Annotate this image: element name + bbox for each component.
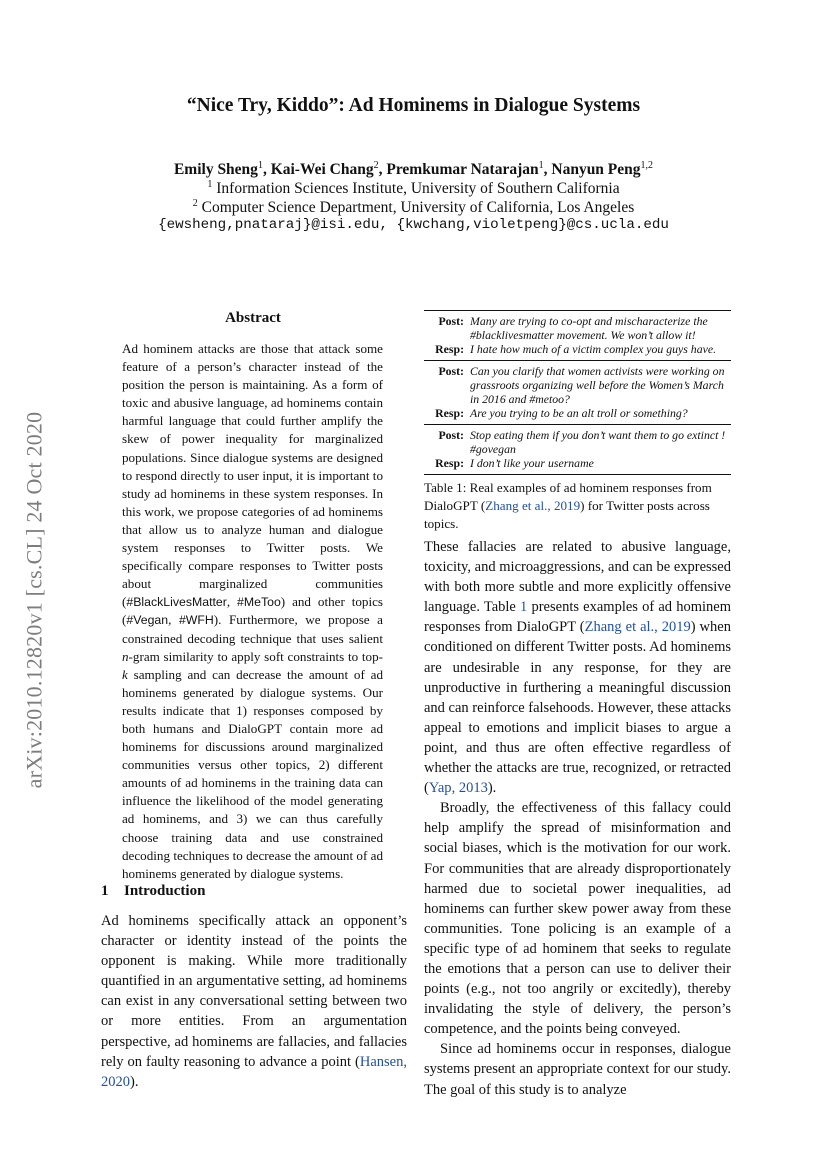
- hashtag: #BlackLivesMatter: [126, 595, 227, 610]
- affiliation-2: [0, 198, 827, 217]
- author-name: Kai-Wei Chang: [270, 161, 374, 179]
- separator: ,: [451, 780, 459, 797]
- author-affiliation-mark: 1: [257, 160, 263, 171]
- post-text: Can you clarify that women activists were working on grassroots organizing well before the Women’s March in 2016 and #metoo?: [470, 364, 725, 406]
- table-caption: [424, 479, 731, 533]
- paragraph: Broadly, the effectiveness of this fallacy could help amplify the spread of misinformation and social biases, which is the motivation for our work. For communities that are already disproportionately harmed due to societal power inequalities, ad hominems can further skew power away from these communities. Tone policing is an example of a specific type of ad hominem that seeks to regulate the emotions that a person can use to deliver their points (e.g., not too angrily or excitedly), thereby invalidating the style of delivery, the person’s competence, and the points being conveyed.: [424, 800, 731, 1038]
- arxiv-stamp: [21, 340, 47, 860]
- citation-year: 2013: [458, 780, 488, 797]
- paragraph: Since ad hominems occur in responses, dialogue systems present an appropriate context for our study. The goal of this study is to analyze: [424, 1041, 731, 1098]
- author-name: Nanyun Peng: [551, 161, 641, 179]
- table-reference-link[interactable]: 1: [520, 599, 528, 616]
- hashtag: #WFH: [178, 613, 214, 628]
- caption-text: ) for Twitter posts across topics.: [424, 498, 710, 532]
- citation-year: 2019: [661, 619, 691, 636]
- citation-link[interactable]: [429, 780, 488, 796]
- separator: ,: [403, 1053, 407, 1070]
- post-label: Post:: [438, 428, 464, 442]
- author-name: Premkumar Natarajan: [386, 161, 539, 179]
- math-variable: n: [122, 648, 129, 664]
- post-label: Post:: [438, 314, 464, 328]
- response-label: Resp:: [435, 406, 464, 420]
- paper-title: “Nice Try, Kiddo”: Ad Hominems in Dialogue Systems: [186, 95, 641, 116]
- table-row: [424, 361, 731, 420]
- paragraph-text: ).: [487, 780, 497, 797]
- separator: ,: [547, 498, 554, 514]
- author-affiliation-mark: 1,2: [640, 160, 654, 171]
- separator: ,: [226, 594, 238, 610]
- math-variable: k: [122, 666, 128, 682]
- abstract-text: Ad hominem attacks are those that attack some feature of a person’s character instead of the position the person is maintaining. As a form of toxic and abusive language, ad hominems contain harmful language that could further amplify the skew of power inequality for marginalized populations. Since dialogue systems are designed to respond directly to user input, it is important to study ad hominems in these system responses. In this work, we propose categories of ad hominems that allow us to analyze human and dialogue system responses to Twitter posts. We specifically compare responses to Twitter posts about marginalized communities (: [122, 341, 383, 610]
- citation-year: 2020: [101, 1073, 130, 1090]
- paragraph-text: presents examples of ad hominem responses from DialoGPT (: [424, 599, 731, 636]
- section-number: 1: [101, 883, 109, 899]
- table-bottom-rule: [424, 474, 731, 475]
- section-heading-introduction: [101, 883, 407, 900]
- citation-author: Yap: [428, 780, 452, 797]
- intro-text: ).: [130, 1073, 139, 1090]
- affiliation-mark: 1: [207, 179, 213, 190]
- citation-link[interactable]: [485, 498, 580, 513]
- citation-link[interactable]: [585, 619, 691, 635]
- affiliation-1: [0, 179, 827, 198]
- author-list: Emily Sheng$^1$, Kai-Wei Chang$^2$, Premkumar Natarajan$^1$, Nanyun Peng$^{1,2}$: [173, 160, 654, 179]
- affiliation-text: Information Sciences Institute, University of Southern California: [216, 180, 620, 198]
- hashtag: #MeToo: [237, 595, 281, 610]
- separator: ,: [654, 619, 662, 636]
- citation-year: 2019: [553, 498, 581, 514]
- abstract-text: ) and other topics (: [122, 594, 383, 628]
- affiliation-mark: 2: [192, 198, 198, 209]
- intro-text: Ad hominems specifically attack an opponent’s character or identity instead of the points the opponent is making. While more traditionally quantified in an argumentative setting, ad hominems can exist in any conversational setting between two or more entities. From an argumentation perspective, ad hominems are fallacies, and fallacies rely on faulty reasoning to advance a point (: [101, 913, 407, 1070]
- post-label: Post:: [438, 364, 464, 378]
- abstract-text: -gram similarity to apply soft constraints to top-: [128, 648, 383, 664]
- paragraph: [424, 537, 731, 798]
- author-name: Emily Sheng: [173, 161, 258, 179]
- affiliation-text: Computer Science Department, University of California, Los Angeles: [201, 199, 635, 217]
- paragraph-text: These fallacies are related to abusive language, toxicity, and microaggressions, and can be expressed with both more subtle and more explicitly offensive language. Table: [424, 539, 731, 616]
- author-emails: {ewsheng,pnataraj}@isi.edu, {kwchang,violetpeng}@cs.ucla.edu: [158, 217, 669, 233]
- response-text: I don’t like your username: [470, 456, 594, 470]
- abstract-text: sampling and can decrease the amount of ad hominems generated by dialogue systems. Our results indicate that 1) responses composed by both humans and DialoGPT contain more ad hominems for discussions around marginalized communities versus other topics, 2) different amounts of ad hominems in the training data can influence the likelihood of the model generating ad hominems, and 3) we can thus carefully choose training data and use constrained decoding techniques to decrease the amount of ad hominems generated by dialogue systems.: [122, 666, 383, 881]
- section-title: Introduction: [124, 883, 206, 899]
- abstract-body: [122, 340, 383, 883]
- separator: ,: [168, 612, 179, 628]
- post-text: Stop eating them if you don’t want them to go extinct ! #govegan: [470, 428, 726, 456]
- response-text: Are you trying to be an alt troll or something?: [470, 406, 688, 420]
- table-row: [424, 425, 731, 470]
- citation-author: Hansen: [359, 1053, 404, 1070]
- citation-author: Zhang et al.: [485, 498, 548, 514]
- abstract-text: ). Furthermore, we propose a constrained decoding technique that uses salient: [122, 612, 383, 646]
- table-row: [424, 311, 731, 356]
- arxiv-stamp-text: arXiv:2010.12820v1 [cs.CL] 24 Oct 2020: [21, 411, 47, 789]
- abstract-heading: Abstract: [225, 310, 281, 326]
- response-label: Resp:: [435, 456, 464, 470]
- caption-text: Table 1: Real examples of ad hominem responses from DialoGPT (: [424, 480, 712, 514]
- hashtag: #Vegan: [126, 613, 169, 628]
- examples-table: [424, 310, 731, 475]
- author-affiliation-mark: 2: [373, 160, 379, 171]
- right-column-body: [424, 537, 731, 1100]
- citation-author: Zhang et al.: [584, 619, 655, 636]
- introduction-body: [101, 911, 407, 1092]
- paragraph-text: ) when conditioned on different Twitter posts. Ad hominems are undesirable in any response, for they are unproductive in furthering a meaningful discussion and can reinforce falsehoods. However, these attacks appeal to emotions and implicit biases to argue a point, and thus are often effective regardless of whether the attacks are true, recognized, or retracted (: [424, 619, 732, 797]
- response-label: Resp:: [435, 342, 464, 356]
- author-affiliation-mark: 1: [538, 160, 544, 171]
- post-text: Many are trying to co-opt and mischaracterize the #blacklivesmatter movement. We won’t allow it!: [470, 314, 708, 342]
- response-text: I hate how much of a victim complex you guys have.: [470, 342, 717, 356]
